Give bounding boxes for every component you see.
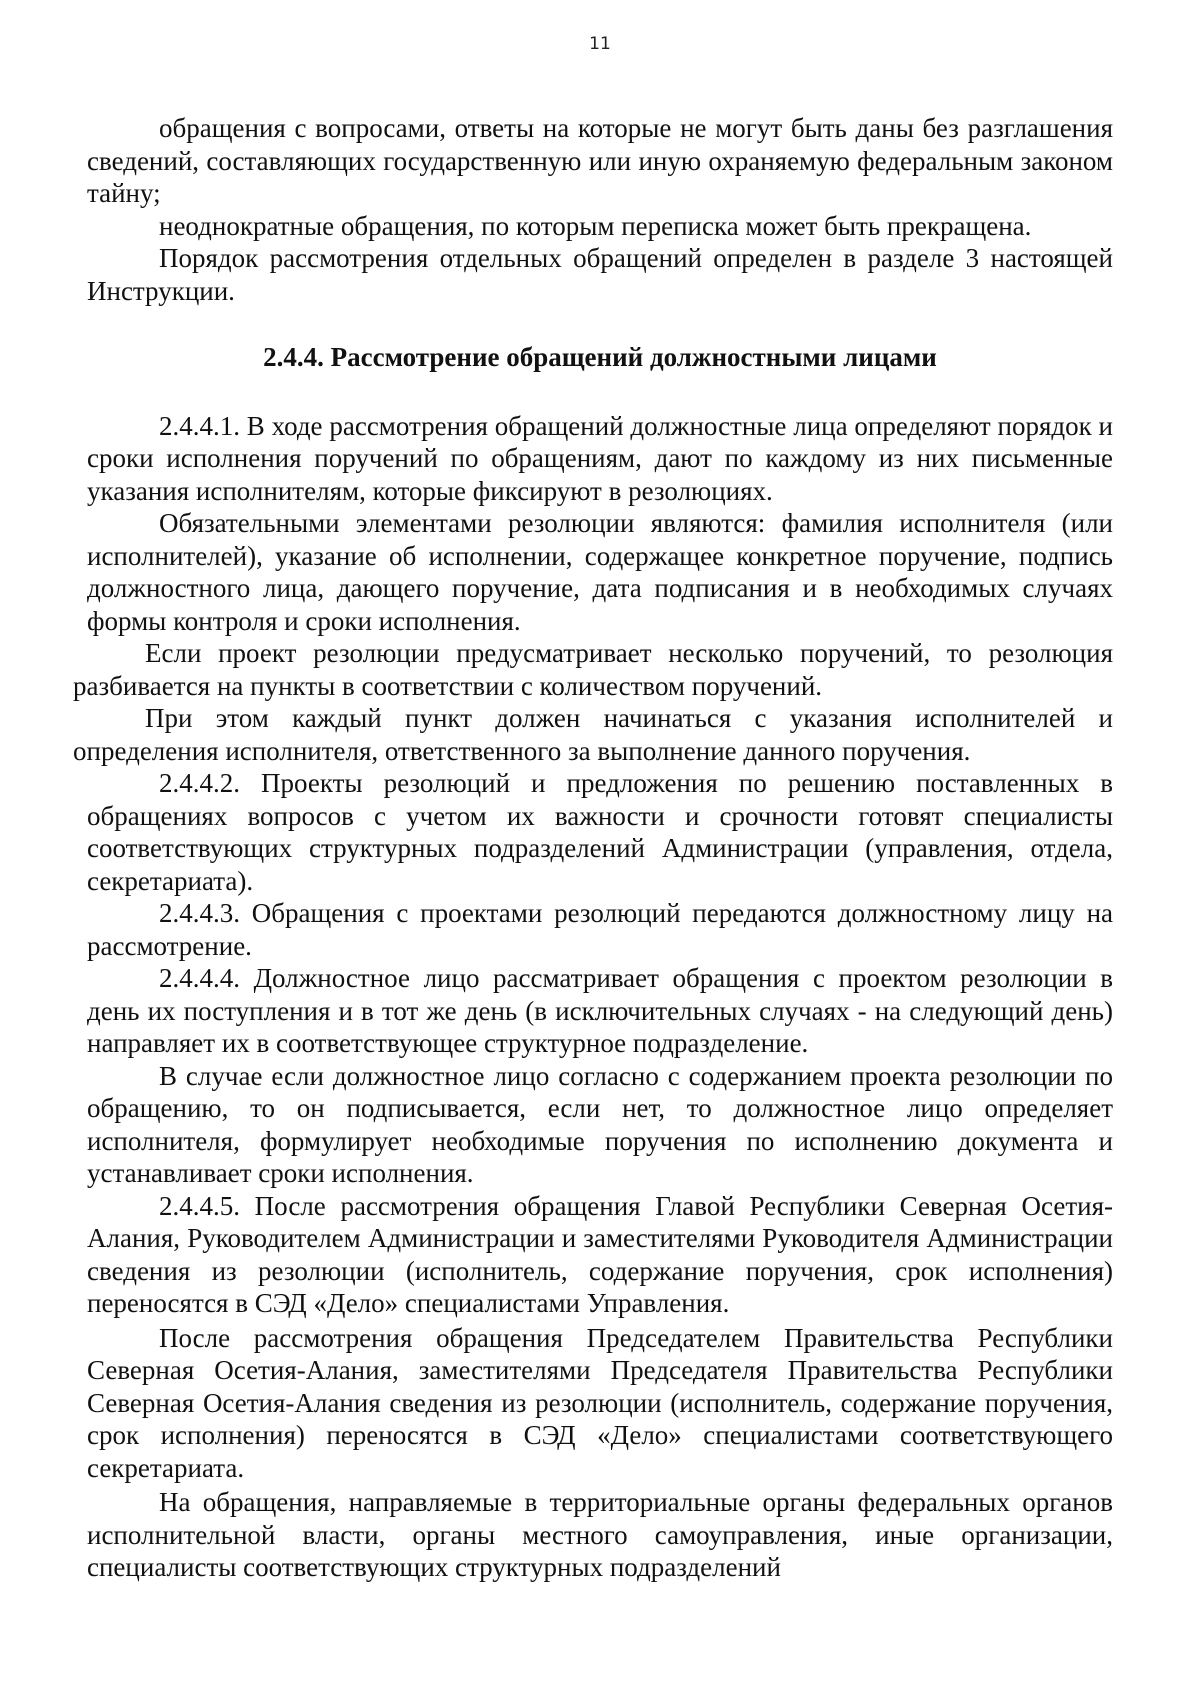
paragraph-2-4-4-4: 2.4.4.4. Должностное лицо рассматривает обращения с проектом резолюции в день их поступления и в тот же день (в исключительных случаях - на следующий день) направляет их в соответствующее структурное подразделение. <box>87 963 1113 1058</box>
paragraph-2-4-4-1: 2.4.4.1. В ходе рассмотрения обращений должностные лица определяют порядок и сроки исполнения поручений по обращениям, дают по каждому из них письменные указания исполнителям, которые фиксируют в резолюциях. <box>87 410 1113 506</box>
paragraph-government-chairman: После рассмотрения обращения Председателем Правительства Республики Северная Осетия-Алания, заместителями Председателя Правительства Республики Северная Осетия-Алания сведения из резолюции (исполнитель, содержание поручения, срок исполнения) переносятся в СЭД «Дело» специалистами соответствующего секретариата. <box>87 1322 1113 1483</box>
paragraph-official-agrees: В случае если должностное лицо согласно с содержанием проекта резолюции по обращению, то он подписывается, если нет, то должностное лицо определяет исполнителя, формулирует необходимые поручения по исполнению документа и устанавливает сроки исполнения. <box>87 1060 1113 1188</box>
paragraph-2-4-4-3: 2.4.4.3. Обращения с проектами резолюций передаются должностному лицу на рассмотрение. <box>87 898 1113 961</box>
document-body <box>73 112 1113 1584</box>
section-heading: 2.4.4. Рассмотрение обращений должностными лицами <box>263 342 937 372</box>
paragraph-repeated-appeals: неоднократные обращения, по которым переписка может быть прекращена. <box>159 210 1032 241</box>
paragraph-resolution-elements: Обязательными элементами резолюции являются: фамилия исполнителя (или исполнителей), указание об исполнении, содержащее конкретное поручение, подпись должностного лица, дающего поручение, дата подписания и в необходимых случаях формы контроля и сроки исполнения. <box>87 508 1113 636</box>
paragraph-2-4-4-5: 2.4.4.5. После рассмотрения обращения Главой Республики Северная Осетия-Алания, Руководителем Администрации и заместителями Руководителя Администрации сведения из резолюции (исполнитель, содержание поручения, срок исполнения) переносятся в СЭД «Дело» специалистами Управления. <box>87 1190 1113 1318</box>
paragraph-restricted-questions: обращения с вопросами, ответы на которые не могут быть даны без разглашения сведений, составляющих государственную или иную охраняемую федеральным законом тайну; <box>87 113 1113 208</box>
paragraph-2-4-4-2: 2.4.4.2. Проекты резолюций и предложения по решению поставленных в обращениях вопросов с учетом их важности и срочности готовят специалисты соответствующих структурных подразделений Администрации (управления, отдела, секретариата). <box>87 768 1113 896</box>
paragraph-territorial-bodies: На обращения, направляемые в территориальные органы федеральных органов исполнительной власти, органы местного самоуправления, иные организации, специалисты соответствующих структурных подразделений <box>87 1487 1113 1582</box>
paragraph-point-start: При этом каждый пункт должен начинаться с указания исполнителей и определения исполнителя, ответственного за выполнение данного поручения. <box>73 703 1113 766</box>
paragraph-procedure-reference: Порядок рассмотрения отдельных обращений определен в разделе 3 настоящей Инструкции. <box>87 243 1113 306</box>
page-number: 11 <box>589 34 611 54</box>
paragraph-resolution-points: Если проект резолюции предусматривает несколько поручений, то резолюция разбивается на пункты в соответствии с количеством поручений. <box>73 638 1113 701</box>
